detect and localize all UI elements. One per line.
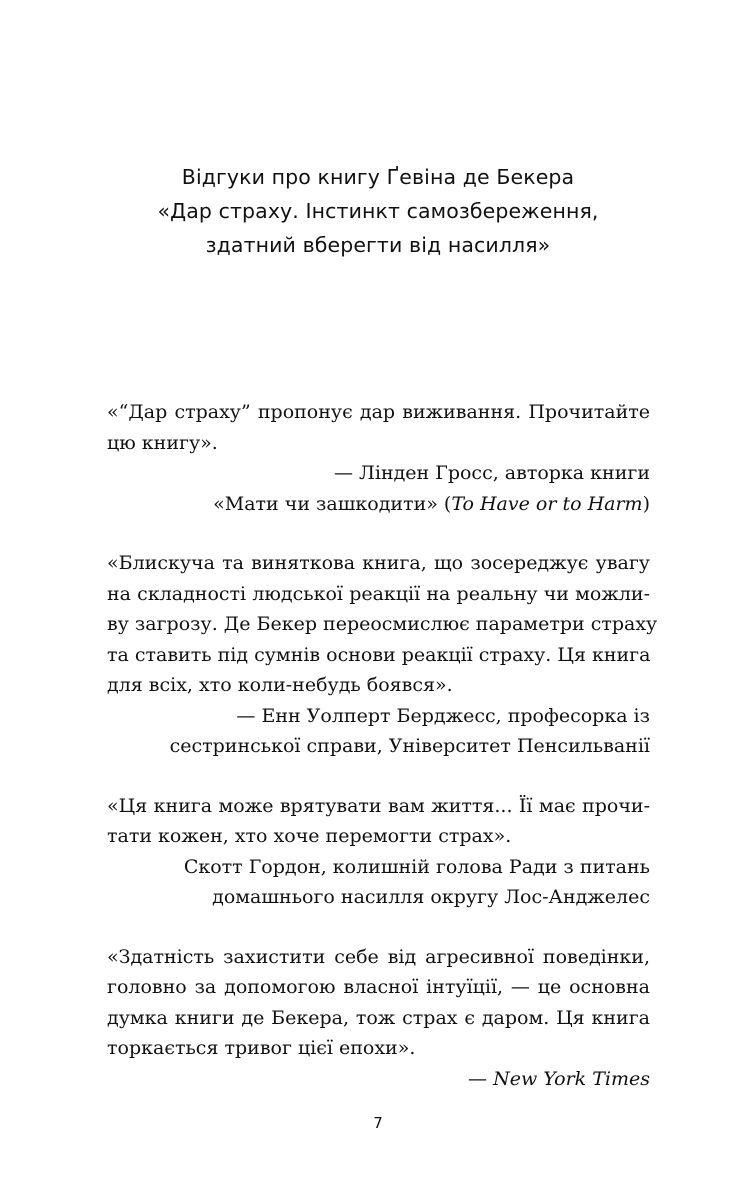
review-attribution	[107, 701, 650, 762]
review-attribution	[107, 1064, 650, 1095]
title-line: «Дар страху. Інстинкт самозбереження,	[157, 199, 599, 223]
page-number: 7	[373, 1114, 383, 1132]
text-line: думка книги де Бекера, тож страх є даром. Ця книга	[107, 1006, 650, 1029]
review-attribution	[107, 852, 650, 913]
attribution-line: — Лінден Гросс, авторка книги	[333, 462, 650, 484]
attribution-line: домашнього насилля округу Лос-Анджелес	[212, 886, 650, 908]
review-attribution	[107, 458, 650, 519]
reviews-list	[107, 397, 658, 1123]
publication-name: New York Times	[493, 1067, 650, 1090]
review-burgess	[107, 548, 658, 762]
text-line: ву загрозу. Де Бекер переосмислює параметри страху	[107, 613, 658, 635]
review-text	[107, 397, 650, 458]
text-line: на складності людської реакції на реальну чи можли-	[107, 582, 650, 605]
review-nyt	[107, 942, 650, 1095]
text-line: «“Дар страху” пропонує дар виживання. Прочитайте	[107, 401, 650, 423]
review-gordon	[107, 791, 650, 913]
text-line: торкається тривог цієї епохи».	[107, 1037, 416, 1059]
attribution-dash: —	[468, 1067, 494, 1090]
attribution-line: — Енн Уолперт Берджесс, професорка із	[236, 704, 650, 727]
attribution-line: Скотт Гордон, колишній голова Ради з питань	[183, 855, 650, 878]
text-line: цю книгу».	[107, 431, 218, 454]
attribution-tail: )	[642, 492, 650, 515]
page-title	[0, 160, 756, 262]
book-title-original: To Have or to Harm	[451, 492, 643, 515]
text-line: тати кожен, хто хоче перемогти страх».	[107, 825, 512, 847]
attribution-text: «Мати чи зашкодити» (	[213, 492, 452, 515]
text-line: та ставить під сумнів основи реакції страху. Ця книга	[107, 643, 651, 666]
text-line: головно за допомогою власної інтуїції, — це основна	[107, 976, 650, 998]
review-text	[107, 548, 658, 701]
text-line: «Здатність захистити себе від агресивної поведінки,	[107, 945, 650, 968]
title-line: Відгуки про книгу Ґевіна де Бекера	[181, 165, 575, 189]
review-text	[107, 791, 650, 852]
text-line: для всіх, хто коли-небудь боявся».	[107, 674, 453, 696]
text-line: «Блискуча та виняткова книга, що зосереджує увагу	[107, 552, 650, 574]
attribution-line: сестринської справи, Університет Пенсильванії	[169, 735, 650, 757]
review-text	[107, 942, 650, 1064]
text-line: «Ця книга може врятувати вам життя... Її має прочи-	[107, 794, 650, 817]
attribution-line	[107, 1064, 650, 1095]
review-gross	[107, 397, 650, 519]
title-line: здатний вберегти від насилля»	[205, 233, 551, 257]
attribution-line	[107, 489, 650, 520]
